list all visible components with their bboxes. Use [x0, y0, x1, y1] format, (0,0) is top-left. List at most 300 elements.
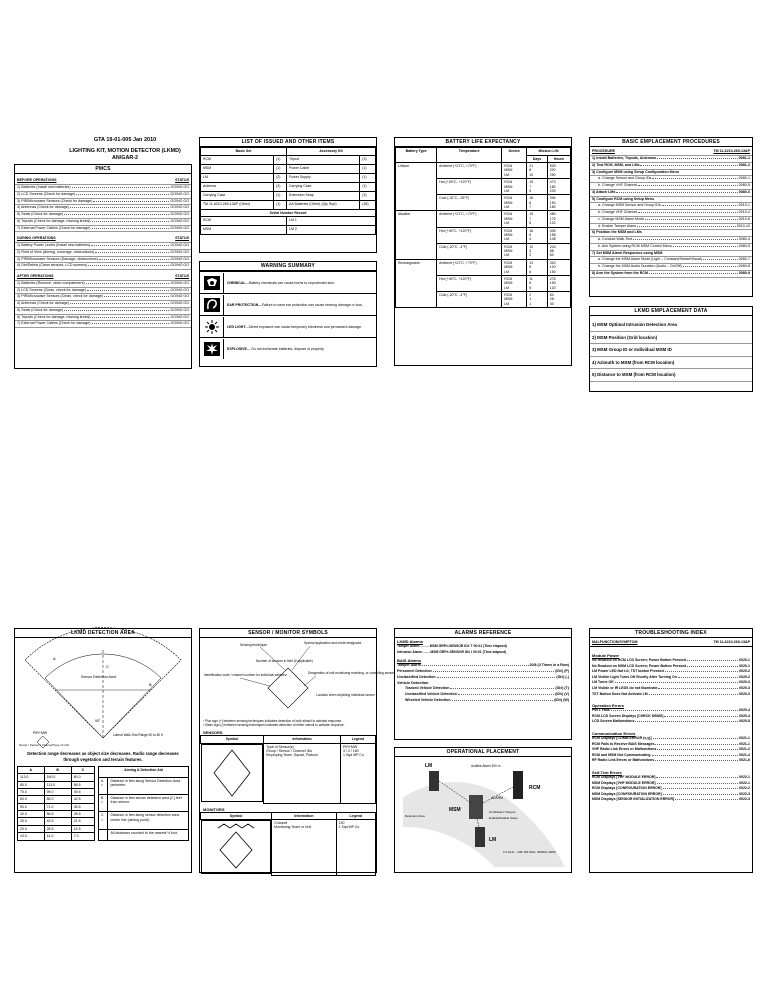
pmcs-item [15, 263, 191, 270]
pmcs-item-label: 6) Tripods (Check for damage, missing knobs) [17, 314, 91, 319]
pmcs-item-leader [92, 315, 170, 318]
trouble-item-label: LM Visible or IR LEDS do not Illuminate [592, 685, 658, 690]
detection-rows [18, 774, 95, 840]
procedure-item [590, 190, 752, 197]
point-c: C [106, 664, 109, 670]
procedure-label: a. Change MSM Sensor and Group IDs [598, 203, 661, 208]
warning-explosive [200, 337, 376, 359]
lateral-label: Lateral Walk-Test Range 60 to 80 ft [113, 733, 163, 738]
monitor-legend [336, 820, 375, 876]
symbol-note-1: ¹ Plus sign (+) between sensing techniques indicates detection of both stimuli to activate response. [203, 719, 343, 724]
pmcs-item-value: GO/NO GO [170, 294, 189, 299]
detection-cell: 85.0 [44, 796, 71, 803]
procedure-label: 5) Configure RCM using Setup Menu [592, 196, 655, 201]
pmcs-item-leader [72, 185, 170, 188]
procedure-leader [649, 271, 738, 274]
procedure-label: 6) Position the MSM and LMs [592, 230, 642, 235]
bais-alarm-value: (ID#) (-) [556, 674, 569, 679]
battery-devices [502, 163, 527, 179]
days-value: 3 [529, 249, 532, 253]
procedure-item [590, 257, 752, 264]
detection-row [18, 818, 95, 825]
procedure-header: PROCEDURE [592, 149, 615, 154]
pmcs-item-label: 1) Batteries (Install new batteries) [17, 185, 71, 189]
aid-rows [99, 777, 189, 840]
explosive-label: EXPLOSIVE [227, 346, 247, 351]
basic-set-header: Basic Set [201, 148, 287, 155]
device-name: RCM [504, 244, 513, 249]
issued-cell: Power Supply [287, 173, 360, 182]
issued-row [201, 200, 376, 209]
sensor-symbol [201, 744, 264, 802]
alarm-label: ALARM [491, 796, 504, 801]
trouble-item-label: RCM and MSM Not Communicating [592, 752, 651, 757]
procedure-item [590, 156, 752, 163]
trouble-title: TROUBLESHOOTING INDEX [590, 629, 752, 638]
days-value: 1 [529, 301, 532, 306]
hours-value: 150 [549, 200, 556, 205]
battery-temp: Cold (-32°C, -25°F) [437, 195, 502, 211]
battery-days [527, 259, 548, 275]
pmcs-item-leader [88, 263, 169, 266]
device-name: MSM [504, 168, 513, 173]
location-label: Location when depicting individual sensor [316, 693, 375, 698]
pmcs-item [15, 301, 191, 308]
pmcs-item-label: 2) LCD Screens (Check for damage) [17, 191, 76, 196]
days-value: 13 [529, 260, 534, 265]
bais-alarm-leader [433, 669, 554, 672]
vehicle-alarm-leader [458, 692, 554, 695]
battery-devices [502, 243, 527, 259]
days-value: 7 [529, 184, 532, 189]
pmcs-item-value: GO/NO GO [170, 218, 189, 223]
days-value: 4 [529, 237, 532, 242]
trouble-item-label: RCM Displays [VHF MODULE ERROR] [592, 774, 656, 779]
battery-temp: Ambient (+21°C, +70°F) [437, 211, 502, 227]
trouble-group-header: Communication Errors [592, 730, 636, 736]
device-name: LM [504, 221, 510, 226]
battery-hours [547, 275, 570, 291]
procedure-label: 2) Test RCM, MSM, and LMs [592, 162, 640, 167]
procedure-label: b. Change the MSM Audio Duration (Audio – On/Off) [598, 264, 682, 268]
vehicle-alarm-label: Tracked Vehicle Detection [405, 686, 450, 691]
trouble-item-leader [664, 714, 738, 717]
battery-devices [502, 275, 527, 291]
trouble-item-leader [658, 686, 738, 689]
serial-cell: MSM [201, 226, 287, 235]
pmcs-item [15, 219, 191, 226]
bais-alarms-header: BAIS Alarms [397, 658, 422, 664]
lm2-label: LM [489, 837, 497, 844]
detection-row [18, 825, 95, 832]
days-value: 10 [529, 172, 534, 177]
procedure-ref: 0010-1 [738, 203, 750, 208]
battery-devices [502, 292, 527, 308]
warning-led [200, 315, 376, 337]
procedure-label: 3) Configure MSM using Setup Configuration Menu [592, 169, 680, 174]
procedure-label: b. Change VHF Channel [598, 183, 638, 187]
detection-cell: 113.0 [44, 781, 71, 788]
device-name: RCM [504, 196, 513, 201]
trouble-item-value: 0021-1 [739, 735, 750, 740]
issued-cell: (1) [360, 173, 376, 182]
hours-value: 108 [549, 237, 556, 242]
device-name: MSM [504, 232, 513, 237]
procedure-item [590, 203, 752, 210]
days-value: 8 [529, 168, 532, 173]
procedure-ref: 0080-5 [738, 243, 750, 248]
battery-hours [547, 292, 570, 308]
sensor-area-label: Sensor Detection Area [81, 675, 117, 680]
serial-row [201, 217, 376, 226]
device-header: Device [502, 148, 527, 163]
hours-value: 243 [549, 244, 556, 249]
procedure-label: b. Aim System using RCM MSM Control Menu [598, 243, 672, 248]
bais-alarm-label: Personnel Detection [397, 668, 432, 673]
trouble-item-label: LCD Screen Malfunctions [592, 719, 635, 724]
days-value: 5 [529, 265, 532, 270]
enable-label: Enable/Disable Setup [489, 816, 518, 821]
vehicle-alarm-label: Unclassified Vehicle Detection [405, 692, 457, 697]
msm-label: MSM [449, 807, 461, 814]
detection-cell: 30.0 [18, 818, 45, 825]
battery-type: Lithium [396, 163, 437, 211]
procedure-ref: 0010-10 [736, 223, 750, 228]
alarms-title: ALARMS REFERENCE [395, 629, 571, 638]
detection-cell: 56.5 [71, 781, 94, 788]
pmcs-item-label: 1) Batteries (Remove, clean compartment) [17, 280, 85, 285]
device-name: MSM [504, 265, 513, 270]
battery-hours [547, 195, 570, 211]
battery-days [527, 292, 548, 308]
battery-devices [502, 259, 527, 275]
detection-area-label: Detection Area [405, 814, 425, 819]
device-name: MSM [504, 281, 513, 286]
detection-cell: 113.0 [18, 774, 45, 781]
sensor-legend-type: PIR+MW [343, 744, 358, 749]
trouble-group-header: Module Power [592, 653, 620, 658]
procedure-leader [673, 244, 738, 247]
explosive-text: — Do not incinerate batteries; dispose of properly. [246, 346, 325, 351]
detection-cell: 14.5 [71, 825, 94, 832]
pmcs-item-value: GO/NO GO [170, 321, 189, 326]
trouble-item-label: RCM LCD Screen Displays [CHECK MSMS] [592, 713, 664, 718]
pmcs-group-name: DURING OPERATIONS [17, 236, 56, 241]
trouble-item-value: 0020-1 [739, 658, 750, 662]
issued-cell: (3) [360, 191, 376, 200]
pmcs-item-value: GO/NO GO [170, 249, 189, 254]
warning-title: WARNING SUMMARY [200, 262, 376, 271]
pmcs-panel [14, 164, 192, 369]
days-value: 16 [529, 196, 534, 201]
ident-label: Identification code / channel number for individual sensors² [204, 673, 288, 678]
trouble-item-leader [649, 692, 738, 695]
procedure-item [590, 170, 752, 177]
serial-row [201, 226, 376, 235]
detection-cell: 28.5 [71, 811, 94, 818]
trouble-item-leader [663, 786, 739, 789]
issued-rows [201, 155, 376, 209]
procedure-ref: 0080-8 [738, 264, 750, 268]
trouble-item-leader [652, 753, 739, 756]
serial-rows [201, 217, 376, 235]
trouble-item-leader [657, 747, 738, 750]
detection-title: LKMD DETECTION AREA [15, 629, 191, 638]
days-value: 10 [529, 244, 534, 249]
pmcs-item [15, 243, 191, 250]
device-name: MSM [504, 184, 513, 189]
procedure-ref: 0010-6 [738, 216, 750, 221]
procedure-leader [640, 163, 737, 166]
led-light-icon [200, 317, 224, 337]
procedure-leader [638, 183, 738, 186]
symbols-panel [199, 628, 395, 873]
trouble-item-leader [675, 797, 738, 800]
freq-label: 2.4 GHz – 136-153 MHz, 30/MHz 30/60 [503, 850, 556, 855]
hours-value: 120 [549, 221, 556, 226]
pmcs-item [15, 257, 191, 264]
lm2-device [475, 827, 485, 847]
trouble-item-label: TST Button Does Not Activate LM [592, 691, 648, 696]
pmcs-item-value: GO/NO GO [170, 301, 189, 305]
monitors-header: MONITORS [203, 806, 225, 812]
vehicle-alarm [403, 698, 571, 704]
sensor-col-symbol: Symbol [201, 736, 264, 743]
issued-cell: (1) [274, 164, 287, 173]
lkmd-list [590, 316, 752, 381]
device-name: MSM [504, 200, 513, 205]
days-value: 19 [529, 212, 534, 217]
bais-alarm-value: (ID#) (P) [555, 668, 569, 673]
aid-row [99, 777, 189, 794]
col-c: C [71, 766, 94, 773]
vehicle-alarm-leader [452, 698, 554, 701]
days-value: 11 [529, 276, 533, 281]
trouble-item-value: 0020-5 [739, 719, 750, 724]
vehicle-list [395, 686, 571, 703]
device-name: LM [504, 301, 510, 306]
pmcs-item-leader [93, 199, 169, 202]
vehicle-alarm-label: Wheeled Vehicle Detection [405, 697, 451, 702]
days-value: 16 [529, 228, 534, 233]
pmcs-title: PMCS [15, 165, 191, 174]
detection-cell: 49.5 [71, 788, 94, 795]
trouble-item [590, 719, 752, 725]
detection-caption: Detection range decreases as object size decreases. Radio range decreases through vegetation and terrain features. [27, 751, 179, 762]
battery-days [527, 243, 548, 259]
trouble-item-value: 0022-1 [739, 774, 750, 779]
trouble-item-value: 0020-1 [739, 663, 750, 668]
chemical-text: —Battery chemicals can cause burns to unprotected skin. [245, 280, 335, 285]
pmcs-item-label: 2) LCD Screens (Clean, check for damage) [17, 287, 86, 292]
detection-cell: 42.5 [71, 796, 94, 803]
battery-row [396, 211, 571, 227]
trouble-item-leader [655, 742, 738, 745]
pmcs-item-label: 2) Field of View (Aiming, coverage, obstructions) [17, 249, 95, 254]
pmcs-body [15, 178, 191, 328]
hours-value: 28 [549, 297, 554, 302]
hours-value: 200 [549, 168, 556, 173]
detection-cell: 80.0 [18, 781, 45, 788]
battery-hours [547, 163, 570, 179]
monitor-col-symbol: Symbol [201, 812, 272, 819]
trouble-item-leader [635, 719, 738, 722]
detection-row [18, 774, 95, 781]
pmcs-item-leader [76, 192, 169, 195]
days-value: 6 [529, 269, 532, 274]
issued-row [201, 182, 376, 191]
detection-cell: 42.5 [44, 818, 71, 825]
trouble-item-value: 0022-1 [739, 780, 750, 785]
detection-row [18, 833, 95, 840]
procedure-ref: 0080-1 [738, 176, 750, 181]
detection-cell: 21.5 [71, 818, 94, 825]
procedure-item [590, 210, 752, 217]
pmcs-item-leader [92, 219, 170, 222]
issued-cell: LM [201, 173, 274, 182]
point-a: A [53, 656, 56, 662]
device-name: RCM [504, 180, 513, 185]
procedure-item [590, 264, 752, 271]
procedure-leader [645, 217, 738, 220]
pmcs-item [15, 205, 191, 212]
ear-label: EAR PROTECTION [227, 302, 259, 307]
trouble-item-value: 0022-3 [739, 791, 750, 796]
procedure-item [590, 197, 752, 204]
emplacement-data-item: 4) Azimuth to MSM (from RCM location) [590, 357, 752, 369]
detection-cell: 20.0 [18, 825, 45, 832]
bais-list [395, 663, 571, 680]
battery-temp: Cold (-20°C, -4°F) [437, 243, 502, 259]
hours-value: 394 [549, 196, 556, 201]
hours-value: 473 [549, 180, 556, 185]
detection-cell: 50.0 [18, 803, 45, 810]
pmcs-group-name: AFTER OPERATIONS [17, 274, 54, 278]
hours-value: 180 [549, 184, 556, 189]
pmcs-group-header [15, 178, 191, 185]
vehicle-header: Vehicle Detection [397, 681, 429, 686]
pmcs-item-value: GO/NO GO [170, 198, 189, 203]
pmcs-item-value: GO/NO GO [170, 263, 189, 268]
trouble-item-label: MSM Displays [VHF MODULE ERROR] [592, 780, 656, 785]
hours-value: 175 [549, 216, 556, 221]
trouble-item-label: No Readout on MSM LCD Screen; Power Button Pressed [592, 663, 687, 668]
trouble-item-label: LM Turns Off [592, 680, 614, 685]
pmcs-item-value: GO/NO GO [170, 212, 189, 216]
hours-value: 225 [549, 188, 556, 193]
pmcs-item-label: 3) PIR/Microwave Sensors (Damage, obstructions) [17, 256, 98, 261]
days-value: 19 [529, 180, 534, 185]
days-value: 6 [529, 232, 532, 237]
hours-value: 60 [549, 253, 554, 258]
aid-key: A = [99, 777, 108, 794]
pmcs-item [15, 308, 191, 315]
device-name: MSM [504, 249, 513, 253]
intrusion-alarm: Intrusion Alarm ....... MSM GRP#-SENSOR ID# I 00:01 (Time elapsed) [397, 649, 507, 654]
procedure-ref: 0010-4 [738, 210, 750, 214]
hours-value: 525 [549, 164, 556, 168]
detection-cell: 80.0 [71, 774, 94, 781]
led-text: —Direct exposure can cause temporary blindness and permanent damage. [245, 324, 363, 329]
trouble-item-leader [655, 758, 738, 761]
issued-row [201, 164, 376, 173]
hours-value: 120 [549, 265, 556, 270]
lkmd-data-panel [589, 306, 753, 392]
arm-label: Arm/Disarm Tamper [489, 810, 516, 815]
device-name: RCM [504, 276, 513, 281]
pmcs-item [15, 315, 191, 322]
trouble-item-leader [678, 675, 738, 678]
detection-row [18, 803, 95, 810]
procedure-item [590, 217, 752, 224]
procedure-label: 1) Install Batteries, Tripods, Antennas [592, 156, 657, 160]
pmcs-item-value: GO/NO GO [170, 314, 189, 319]
procedure-item [590, 230, 752, 237]
issued-cell: Tripod [287, 155, 360, 164]
trouble-item-label: PIN 1 Fails [592, 708, 610, 713]
basic-title: BASIC EMPLACEMENT PROCEDURES [590, 138, 752, 147]
monitor-info [272, 820, 336, 876]
procedure-leader [637, 224, 736, 227]
msm-device [469, 795, 483, 819]
hours-value: 480 [549, 212, 556, 217]
pmcs-item [15, 185, 191, 192]
emplacement-data-item: 1) MSM Optimal Intrusion Detection Area [590, 319, 752, 331]
issued-cell: (1) [360, 164, 376, 173]
detection-cell: 99.0 [44, 788, 71, 795]
pmcs-item [15, 199, 191, 206]
sensor-legend-ids: 3 / 4 / 160 [343, 749, 359, 753]
pmcs-item-label: 5) Seals (Check for damage) [17, 307, 63, 312]
battery-type-header: Battery Type [396, 148, 437, 163]
days-header: Days [527, 155, 548, 162]
hours-value: 250 [549, 172, 556, 177]
battery-row [396, 163, 571, 179]
device-name: LM [504, 237, 510, 242]
sensor-col-legend: Legend [341, 736, 376, 743]
sym-unit-label: Type of Unit [53, 743, 70, 748]
pmcs-item-leader [64, 308, 169, 311]
device-name: LM [504, 269, 510, 274]
procedure-label: c. Change MSM Alarm Mode [598, 216, 644, 221]
pmcs-group-header [15, 274, 191, 281]
battery-days [527, 227, 548, 243]
designation-label: Designation of unit monitoring receiving, or controlling sensor [308, 671, 395, 676]
sensing-label: Sensing technique¹ [240, 643, 268, 648]
hours-value: 276 [549, 276, 556, 281]
trouble-item-value: 0020-2 [739, 669, 750, 674]
monitor-symbol [201, 820, 272, 874]
device-name: RCM [504, 212, 513, 217]
pmcs-item [15, 212, 191, 219]
battery-days [527, 275, 548, 291]
lm1-device [429, 771, 439, 791]
emplacement-data-item: 3) MSM Group ID or Individual MSM ID [590, 344, 752, 356]
special-label: Special application and mode designator [304, 641, 362, 646]
pmcs-item-value: GO/NO GO [170, 191, 189, 196]
procedure-item [590, 163, 752, 170]
trouble-item-leader [663, 792, 738, 795]
procedure-item [590, 176, 752, 183]
hours-value: 180 [549, 205, 556, 209]
hours-value: 158 [549, 232, 556, 237]
procedure-item [590, 251, 752, 258]
issued-cell: Carrying Case [201, 191, 274, 200]
procedure-label: 7) Set MSM Alarm Responses using MSM [592, 250, 663, 255]
trouble-item-label: LM Power LED Not Lit; TST button Pressed [592, 669, 664, 674]
days-value: 21 [529, 164, 534, 168]
battery-title: BATTERY LIFE EXPECTANCY [395, 138, 571, 147]
